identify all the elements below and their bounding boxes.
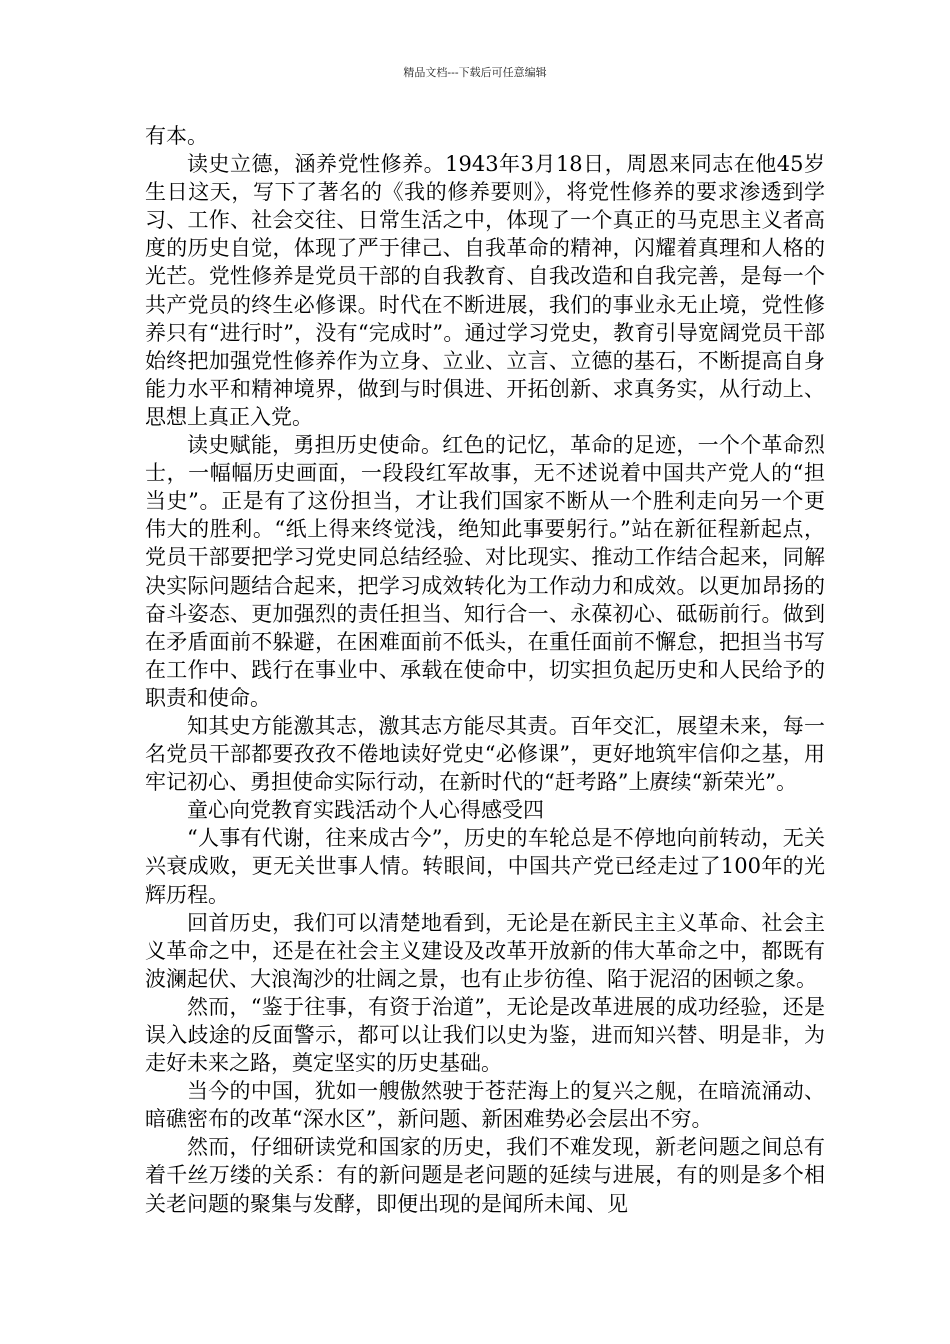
paragraph: 回首历史，我们可以清楚地看到，无论是在新民主主义革命、社会主义革命之中，还是在社会主义建设及改革开放新的伟大革命之中，都既有波澜起伏、大浪淘沙的壮阔之景，也有止步彷徨、陷于泥沼的困顿之象。 <box>145 910 825 991</box>
section-heading: 童心向党教育实践活动个人心得感受四 <box>187 798 544 823</box>
page-header: 精品文档---下载后可任意编辑 <box>403 66 547 79</box>
paragraph: 有本。 <box>145 124 208 148</box>
paragraph: 读史立德，涵养党性修养。1943年3月18日，周恩来同志在他45岁生日这天，写下了著名的《我的修养要则》，将党性修养的要求渗透到学习、工作、社会交往、日常生活之中，体现了一个真正的马克思主义者高度的历史自觉，体现了严于律己、自我革命的精神，闪耀着真理和人格的光芒。党性修养是党员干部的自我教育、自我改造和自我完善，是每一个共产党员的终生必修课。时代在不断进展，我们的事业永无止境，党性修养只有“进行时”，没有“完成时”。通过学习党史，教育引导宽阔党员干部始终把加强党性修养作为立身、立业、立言、立德的基石，不断提高自身能力水平和精神境界，做到与时俱进、开拓创新、求真务实，从行动上、思想上真正入党。 <box>145 152 825 429</box>
document-body <box>145 122 825 1218</box>
paragraph: 然而，仔细研读党和国家的历史，我们不难发现，新老问题之间总有着千丝万缕的关系：有的新问题是老问题的延续与进展，有的则是多个相关老问题的聚集与发酵，即便出现的是闻所未闻、见 <box>145 1135 825 1216</box>
paragraph: 知其史方能激其志，激其志方能尽其责。百年交汇，展望未来，每一名党员干部都要孜孜不倦地读好党史“必修课”，更好地筑牢信仰之基，用牢记初心、勇担使命实际行动，在新时代的“赶考路”上赓续“新荣光”。 <box>145 713 825 795</box>
paragraph: 读史赋能，勇担历史使命。红色的记忆，革命的足迹，一个个革命烈士，一幅幅历史画面，一段段红军故事，无不述说着中国共产党人的“担当史”。正是有了这份担当，才让我们国家不断从一个胜利走向另一个更伟大的胜利。“纸上得来终觉浅，绝知此事要躬行。”站在新征程新起点，党员干部要把学习党史同总结经验、对比现实、推动工作结合起来，同解决实际问题结合起来，把学习成效转化为工作动力和成效。以更加昂扬的奋斗姿态、更加强烈的责任担当、知行合一、永葆初心、砥砺前行。做到在矛盾面前不躲避，在困难面前不低头，在重任面前不懈怠，把担当书写在工作中、践行在事业中、承载在使命中，切实担负起历史和人民给予的职责和使命。 <box>145 433 825 710</box>
paragraph: 当今的中国，犹如一艘傲然驶于苍茫海上的复兴之舰，在暗流涌动、暗礁密布的改革“深水区”，新问题、新困难势必会层出不穷。 <box>145 1079 825 1132</box>
paragraph: “人事有代谢，往来成古今”，历史的车轮总是不停地向前转动，无关兴衰成败，更无关世事人情。转眼间，中国共产党已经走过了100年的光辉历程。 <box>145 826 825 907</box>
paragraph: 然而，“鉴于往事，有资于治道”，无论是改革进展的成功经验，还是误入歧途的反面警示，都可以让我们以史为鉴，进而知兴替、明是非，为走好未来之路，奠定坚实的历史基础。 <box>145 994 825 1076</box>
